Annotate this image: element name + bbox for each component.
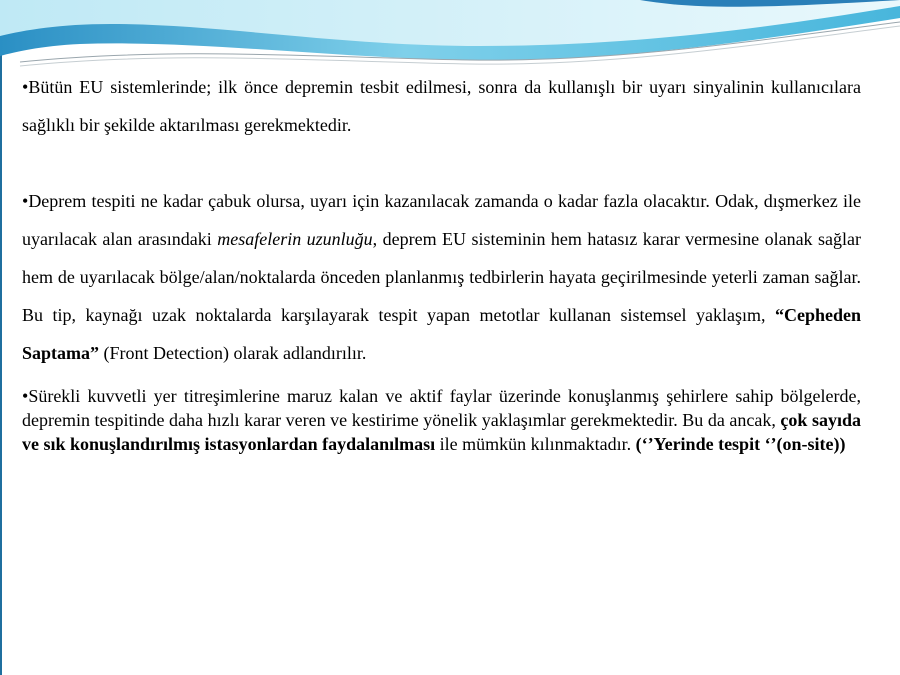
paragraph-eu-detection [22,68,861,144]
slide-left-border [0,0,2,675]
paragraph-on-site-detection [22,384,861,456]
paragraph-text: Deprem tespiti ne kadar çabuk olursa, uyarı için kazanılacak zamanda o kadar fazla olacaktır. Odak, dışmerkez ile uyarılacak alan arasındaki [22,191,861,249]
bullet: • [22,191,29,211]
paragraph-text: , deprem EU sisteminin hem hatasız karar vermesine olanak sağlar hem de uyarılacak bölge/alan/noktalarda önceden planlanmış tedbirlerin hayata geçirilmesinde yeterli zaman sağlar. Bu tip, kaynağı uzak noktalarda karşılayarak tespit yapan metotlar kullanan sistemsel yaklaşım, [22,229,861,325]
slide-body [22,68,861,456]
paragraph-text: (Front Detection) olarak adlandırılır. [99,343,367,363]
paragraph-text: Sürekli kuvvetli yer titreşimlerine maruz kalan ve aktif faylar üzerinde konuşlanmış şehirlere sahip bölgelerde, depremin tespitinde daha hızlı karar veren ve kestirime yönelik yaklaşımlar gerekmektedir. Bu da ancak, [22,386,861,430]
paragraph-text: ile mümkün kılınmaktadır. [435,434,636,454]
bullet: • [22,386,29,406]
emphasis-stations: çok sayıda ve sık konuşlandırılmış istasyonlardan faydalanılması [22,410,861,454]
paragraph-front-detection [22,182,861,372]
term-front-detection: “Cepheden Saptama” [22,305,861,363]
bullet: • [22,77,29,97]
term-on-site: (‘’Yerinde tespit ‘’(on-site)) [635,434,846,454]
paragraph-text: Bütün EU sistemlerinde; ilk önce depremin tesbit edilmesi, sonra da kullanışlı bir uyarı sinyalinin kullanıcılara sağlıklı bir şekilde aktarılması gerekmektedir. [22,77,861,135]
emphasis-distance: mesafelerin uzunluğu [217,229,373,249]
